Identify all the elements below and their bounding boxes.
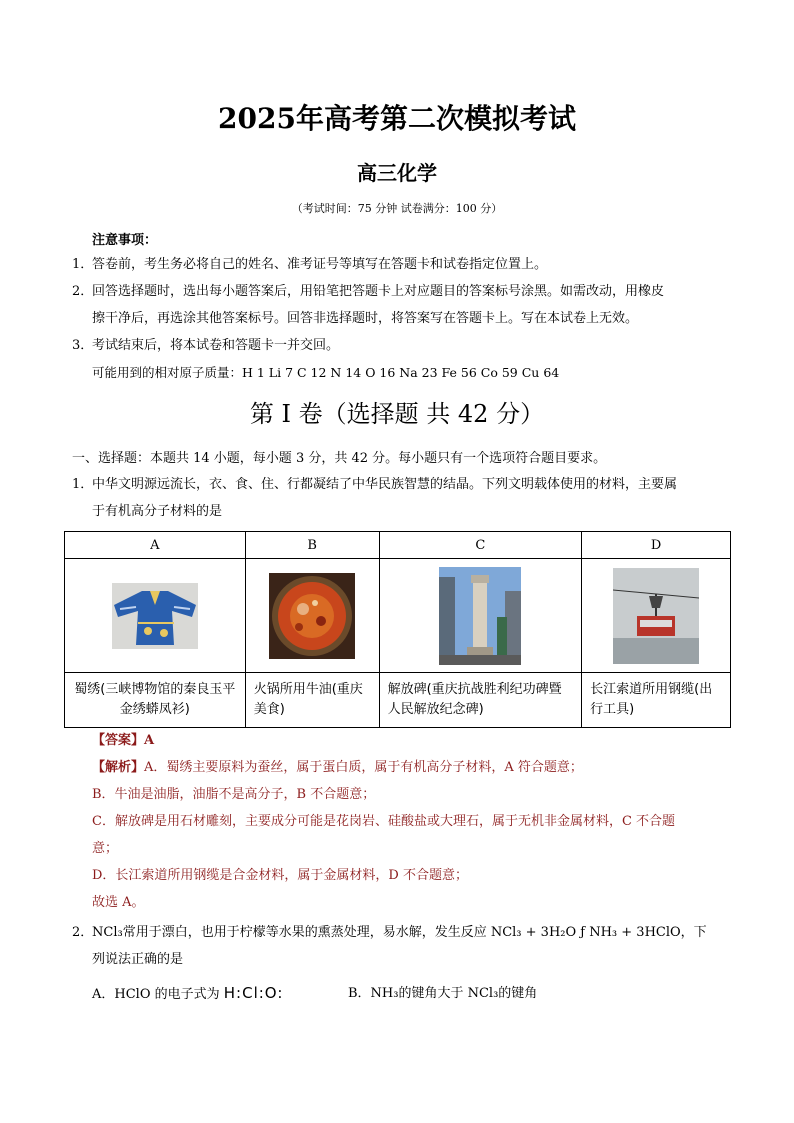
q1-conclusion: 故选 A。: [92, 895, 145, 910]
q1-stem-cont: 于有机高分子材料的是: [92, 504, 223, 519]
q1-options-table: [64, 531, 731, 728]
options-caption-row: [65, 673, 731, 728]
q1-analysis-c: C．解放碑是用石材雕刻，主要成分可能是花岗岩、硅酸盐或大理石，属于无机非金属材料，C 不合题: [92, 814, 676, 829]
exam-info: （考试时间：75 分钟 试卷满分：100 分）: [291, 202, 503, 215]
q1-analysis-d: D．长江索道所用钢缆是合金材料，属于金属材料，D 不合题意；: [92, 868, 468, 883]
q1-answer: 【答案】A: [92, 733, 155, 748]
notice-item-3: 考试结束后，将本试卷和答题卡一并交回。: [92, 338, 340, 353]
cable-car-image: [613, 568, 699, 664]
notice-item-2-cont: 擦干净后，再选涂其他答案标号。回答非选择题时，将答案写在答题卡上。写在本试卷上无效。: [92, 311, 639, 326]
section-instruction: 一、选择题：本题共 14 小题，每小题 3 分，共 42 分。每小题只有一个选项符合题目要求。: [72, 451, 607, 466]
q2-stem: NCl₃常用于漂白，也用于柠檬等水果的熏蒸处理，易水解，发生反应 NCl₃ + 3H₂O ƒ NH₃ + 3HClO，下: [92, 925, 707, 940]
option-caption-d: 长江索道所用钢缆(出行工具): [582, 673, 731, 728]
q1-analysis-a: [92, 759, 583, 776]
analysis-label: 【解析】: [92, 760, 145, 775]
monument-image: [439, 567, 521, 665]
q2-option-b: B．NH₃的键角大于 NCl₃的键角: [348, 986, 538, 1001]
notice-item-2: 回答选择题时，选出每小题答案后，用铅笔把答题卡上对应题目的答案标号涂黑。如需改动，用橡皮: [92, 284, 665, 299]
option-caption-a: 蜀绣(三峡博物馆的秦良玉平金绣蟒凤衫): [65, 673, 246, 728]
option-letter-d: D: [582, 532, 731, 559]
q1-stem: 中华文明源远流长，衣、食、住、行都凝结了中华民族智慧的结晶。下列文明载体使用的材料，主要属: [92, 477, 678, 492]
q2-stem-cont: 列说法正确的是: [92, 952, 184, 967]
notice-num-1: 1．: [72, 257, 94, 272]
exam-title: 2025年高考第二次模拟考试: [218, 102, 576, 135]
option-letter-a: A: [65, 532, 246, 559]
notice-item-1: 答卷前，考生务必将自己的姓名、准考证号等填写在答题卡和试卷指定位置上。: [92, 257, 548, 272]
subject-title: 高三化学: [357, 161, 437, 185]
notice-num-2: 2．: [72, 284, 94, 299]
options-image-row: [65, 559, 731, 673]
q1-analysis-b: B．牛油是油脂，油脂不是高分子，B 不合题意；: [92, 787, 376, 802]
section-title: 第 I 卷（选择题 共 42 分）: [249, 400, 545, 428]
notice-heading: 注意事项：: [92, 233, 158, 248]
atomic-masses: 可能用到的相对原子质量：H 1 Li 7 C 12 N 14 O 16 Na 23 Fe 56 Co 59 Cu 64: [92, 365, 560, 380]
option-caption-c: 解放碑(重庆抗战胜利纪功碑暨人民解放纪念碑): [379, 673, 582, 728]
analysis-a-text: A．蜀绣主要原料为蚕丝，属于蛋白质，属于有机高分子材料，A 符合题意；: [144, 760, 583, 775]
hotpot-image: [269, 573, 355, 659]
q2-option-a: [92, 985, 283, 1003]
electron-formula: H:Cl:O:: [223, 984, 284, 1002]
q1-number: 1．: [72, 477, 94, 492]
options-header-row: [65, 532, 731, 559]
option-letter-b: B: [245, 532, 379, 559]
q1-analysis-c-cont: 意；: [92, 841, 119, 856]
notice-num-3: 3．: [72, 338, 94, 353]
embroidered-robe-image: [112, 583, 198, 649]
q2-number: 2．: [72, 925, 94, 940]
option-caption-b: 火锅所用牛油(重庆美食): [245, 673, 379, 728]
option-letter-c: C: [379, 532, 582, 559]
q2-option-a-text: A．HClO 的电子式为: [92, 987, 220, 1002]
